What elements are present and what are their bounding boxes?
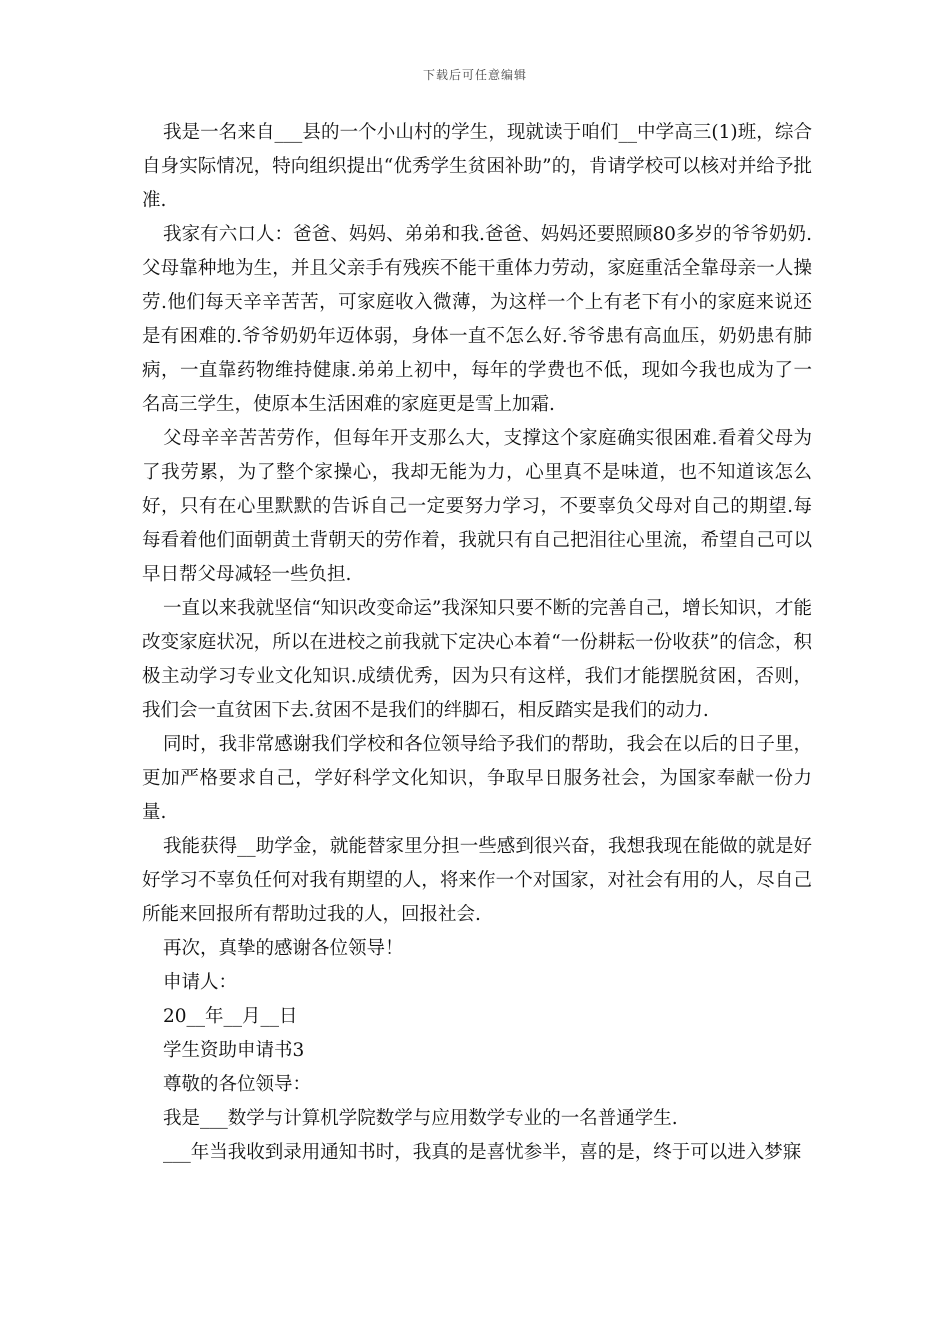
document-body xyxy=(142,116,812,1170)
paragraph-admission: ___年当我收到录用通知书时，我真的是喜忧参半，喜的是，终于可以进入梦寐 xyxy=(163,1142,802,1163)
section-title: 学生资助申请书3 xyxy=(163,1040,305,1061)
paragraph-family: 我家有六口人：爸爸、妈妈、弟弟和我.爸爸、妈妈还要照顾80多岁的爷爷奶奶.父母靠种地为生，并且父亲手有残疾不能干重体力劳动，家庭重活全靠母亲一人操劳.他们每天辛辛苦苦，可家庭收入微薄，为这样一个上有老下有小的家庭来说还是有困难的.爷爷奶奶年迈体弱，身体一直不怎么好.爷爷患有高血压，奶奶患有肺病，一直靠药物维持健康.弟弟上初中，每年的学费也不低，现如今我也成为了一名高三学生，使原本生活困难的家庭更是雪上加霜. xyxy=(142,224,812,415)
paragraph-parents: 父母辛辛苦苦劳作，但每年开支那么大，支撑这个家庭确实很困难.看着父母为了我劳累，为了整个家操心，我却无能为力，心里真不是味道，也不知道该怎么好，只有在心里默默的告诉自己一定要努力学习，不要辜负父母对自己的期望.每每看着他们面朝黄土背朝天的劳作着，我就只有自己把泪往心里流，希望自己可以早日帮父母减轻一些负担. xyxy=(142,428,812,585)
paragraph-thanks: 同时，我非常感谢我们学校和各位领导给予我们的帮助，我会在以后的日子里，更加严格要求自己，学好科学文化知识，争取早日服务社会，为国家奉献一份力量. xyxy=(142,734,812,823)
applicant-line: 申请人： xyxy=(163,972,238,993)
paragraph-closing: 再次，真挚的感谢各位领导！ xyxy=(163,938,404,959)
paragraph-grant: 我能获得__助学金，就能替家里分担一些感到很兴奋，我想我现在能做的就是好好学习不辜负任何对我有期望的人，将来作一个对国家，对社会有用的人，尽自己所能来回报所有帮助过我的人，回报社会. xyxy=(142,836,812,925)
paragraph-self-intro: 我是___数学与计算机学院数学与应用数学专业的一名普通学生. xyxy=(163,1108,678,1129)
paragraph-belief: 一直以来我就坚信“知识改变命运”我深知只要不断的完善自己，增长知识，才能改变家庭状况，所以在进校之前我就下定决心本着“一份耕耘一份收获”的信念，积极主动学习专业文化知识.成绩优秀，因为只有这样，我们才能摆脱贫困，否则，我们会一直贫困下去.贫困不是我们的绊脚石，相反踏实是我们的动力. xyxy=(142,598,812,721)
paragraph-intro: 我是一名来自___县的一个小山村的学生，现就读于咱们__中学高三(1)班，综合自身实际情况，特向组织提出“优秀学生贫困补助”的，肯请学校可以核对并给予批准. xyxy=(142,122,812,211)
page-header: 下载后可任意编辑 xyxy=(422,68,527,82)
date-line: 20__年__月__日 xyxy=(163,1006,298,1027)
salutation: 尊敬的各位领导： xyxy=(163,1074,312,1095)
